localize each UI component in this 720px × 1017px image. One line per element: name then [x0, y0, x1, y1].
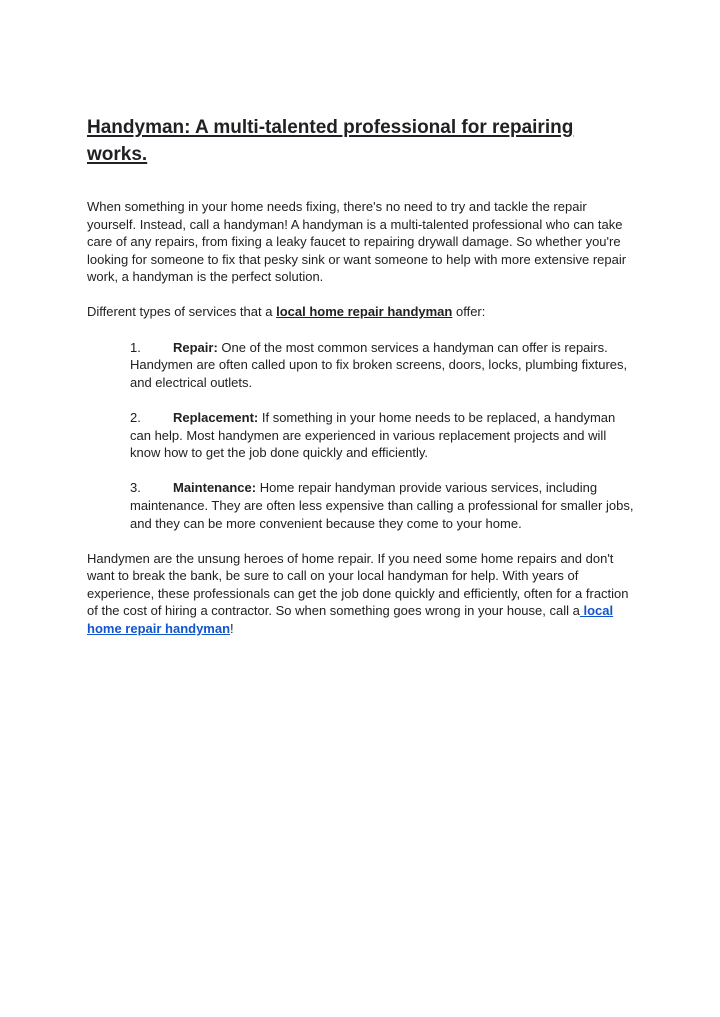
list-item-term: Maintenance:: [173, 480, 257, 496]
services-list: [87, 339, 635, 533]
closing-handyman-link[interactable]: local home repair handyman: [87, 603, 614, 637]
list-item-term: Replacement:: [173, 409, 259, 425]
list-item-text: If something in your home needs to be replaced, a handyman can help. Most handymen are experienced in various replacement projects and will know how to get the job done quickly and efficiently.: [130, 409, 616, 461]
document-content: [87, 114, 635, 638]
list-item: [130, 339, 635, 392]
page-title: Handyman: A multi-talented professional for repairing works.: [87, 117, 574, 165]
list-item-term: Repair:: [173, 339, 218, 355]
list-item-text: Home repair handyman provide various services, including maintenance. They are often less expensive than calling a professional for smaller jobs, and they can be more convenient because they come to your home.: [130, 480, 634, 531]
services-intro-after: offer:: [452, 303, 486, 319]
closing-after: !: [230, 621, 234, 637]
services-intro-paragraph: [87, 303, 635, 321]
list-item-number: 3.: [130, 480, 141, 496]
list-item-number: 1.: [130, 339, 141, 355]
services-intro-before: Different types of services that a: [87, 303, 277, 319]
closing-text: Handymen are the unsung heroes of home repair. If you need some home repairs and don't want to break the bank, be sure to call on your local handyman for help. With years of experience, these professionals can get the job done quickly and efficiently, often for a fraction of the cost of hiring a contractor. So when something goes wrong in your house, call a: [87, 550, 629, 619]
list-item-text: One of the most common services a handyman can offer is repairs. Handymen are often called upon to fix broken screens, doors, locks, plumbing fixtures, and electrical outlets.: [130, 339, 628, 390]
list-item: [130, 479, 635, 532]
local-home-repair-handyman-link[interactable]: local home repair handyman: [276, 303, 453, 319]
list-item: [130, 409, 635, 462]
list-item-number: 2.: [130, 409, 141, 425]
closing-paragraph: [87, 550, 635, 638]
intro-paragraph: When something in your home needs fixing, there's no need to try and tackle the repair yourself. Instead, call a handyman! A handyman is a multi-talented professional who can take care of any repairs, from fixing a leaky faucet to repairing drywall damage. So whether you're looking for someone to fix that pesky sink or want someone to help with more extensive repair work, a handyman is the perfect solution.: [87, 199, 627, 285]
